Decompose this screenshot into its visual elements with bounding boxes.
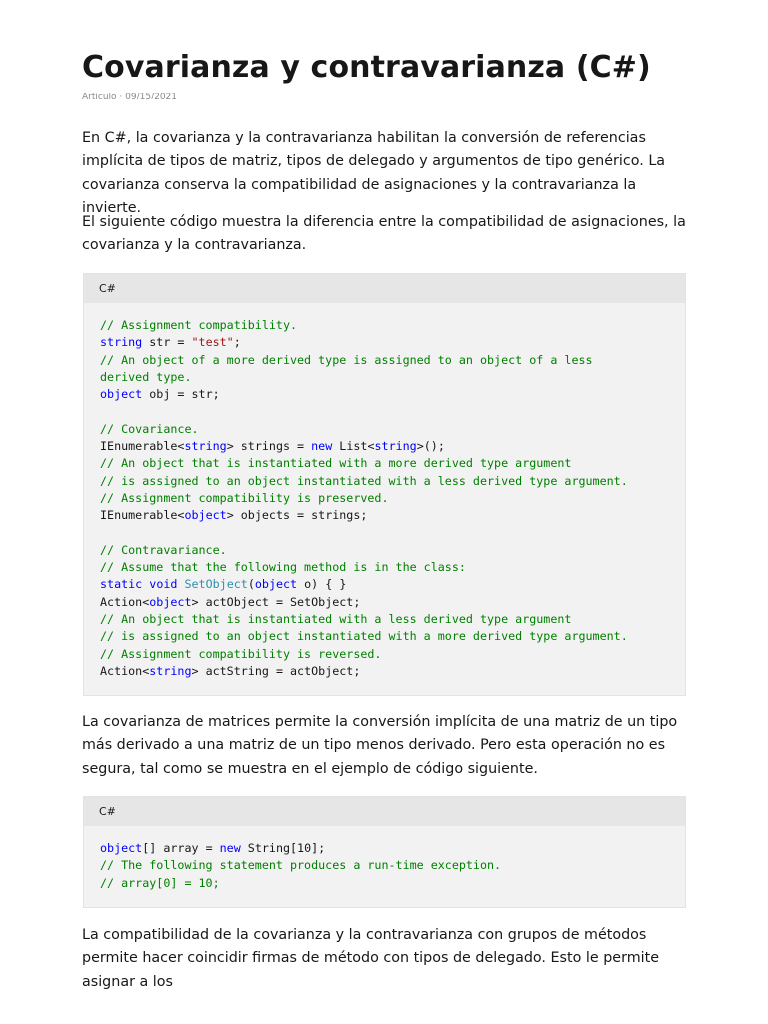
code-token: string: [149, 663, 192, 678]
code-token: // is assigned to an object instantiated with a less derived type argument.: [100, 473, 628, 488]
code-line: [100, 386, 669, 403]
code-line: [100, 663, 669, 680]
code-token: String[10];: [240, 841, 326, 855]
code-token: // Assignment compatibility is preserved.: [100, 490, 389, 505]
code-token: Action<: [100, 663, 150, 678]
code-line: [100, 403, 669, 420]
code-line: [100, 576, 669, 593]
code-token: > actString = actObject;: [191, 663, 361, 678]
array-covariance-paragraph: La covarianza de matrices permite la conversión implícita de una matriz de un tipo más derivado a una matriz de un tipo menos derivado. Pero esta operación no es segura, tal como se muestra en el ejemplo de código siguiente.: [82, 714, 678, 777]
code-line: [100, 525, 669, 542]
code-token: string: [374, 439, 417, 454]
method-group-paragraph: La compatibilidad de la covarianza y la contravarianza con grupos de métodos permite hacer coincidir firmas de método con tipos de delegado. Esto le permite asignar a los: [82, 927, 660, 990]
code-block-variance: [83, 273, 686, 696]
code-token: void: [149, 577, 178, 592]
code-token: > strings =: [226, 439, 312, 454]
page-title: Covarianza y contravarianza (C#): [82, 50, 651, 85]
code-block-array: [83, 796, 686, 908]
code-line: [100, 559, 669, 576]
code-token: o) { }: [297, 577, 347, 592]
code-token: // Assume that the following method is in the class:: [100, 560, 466, 575]
code-line: [100, 317, 669, 334]
code-line: [100, 352, 669, 369]
code-token: IEnumerable<: [100, 439, 185, 454]
code-line: [100, 594, 669, 611]
code-language-label: C#: [84, 797, 685, 826]
code-line: [100, 875, 669, 892]
code-token: object: [149, 594, 192, 609]
code-line: [100, 455, 669, 472]
code-token: IEnumerable<: [100, 508, 185, 523]
code-token: string: [184, 439, 227, 454]
code-token: // Assignment compatibility is reversed.: [100, 646, 382, 661]
code-token: object: [100, 387, 143, 402]
code-line: [100, 611, 669, 628]
code-token: object: [100, 841, 143, 855]
code-line: [100, 438, 669, 455]
code-token: object: [184, 508, 227, 523]
code-token: // An object of a more derived type is assigned to an object of a less: [100, 352, 593, 367]
code-content[interactable]: [84, 303, 685, 680]
code-content[interactable]: [84, 826, 685, 892]
code-token: List<: [332, 439, 375, 454]
code-token: ;: [233, 335, 241, 350]
code-token: object: [254, 577, 298, 592]
code-token: >();: [416, 439, 445, 454]
code-token: "test": [191, 335, 234, 350]
code-line: [100, 840, 669, 857]
code-intro-paragraph: El siguiente código muestra la diferencia entre la compatibilidad de asignaciones, la covarianza y la contravarianza.: [82, 214, 686, 254]
code-line: [100, 334, 669, 351]
code-line: [100, 369, 669, 386]
code-token: new: [311, 439, 333, 454]
intro-paragraph: En C#, la covarianza y la contravarianza habilitan la conversión de referencias implícita de tipos de matriz, tipos de delegado y argumentos de tipo genérico. La covarianza conserva la compatibilidad de asignaciones y la contravarianza la invierte.: [82, 130, 666, 217]
code-token: // is assigned to an object instantiated with a more derived type argument.: [100, 629, 628, 644]
code-token: string: [100, 335, 143, 350]
code-line: [100, 421, 669, 438]
code-token: // Covariance.: [100, 421, 199, 436]
code-token: [] array =: [142, 841, 220, 855]
code-token: // array[0] = 10;: [100, 875, 220, 890]
code-line: [100, 507, 669, 524]
code-token: new: [219, 841, 241, 855]
code-token: // The following statement produces a run-time exception.: [100, 858, 502, 873]
code-token: derived type.: [100, 369, 192, 384]
code-token: obj = str;: [142, 387, 220, 402]
code-token: // Assignment compatibility.: [100, 318, 298, 332]
code-token: str =: [142, 335, 192, 350]
code-token: > actObject = SetObject;: [191, 594, 361, 609]
code-token: // Contravariance.: [100, 542, 227, 557]
code-token: // An object that is instantiated with a more derived type argument: [100, 456, 572, 471]
code-token: > objects = strings;: [226, 508, 368, 523]
code-token: Action<: [100, 594, 150, 609]
code-token: (: [247, 577, 255, 592]
code-token: static: [100, 577, 143, 592]
code-line: [100, 473, 669, 490]
code-line: [100, 857, 669, 874]
code-line: [100, 628, 669, 645]
code-language-label: C#: [84, 274, 685, 303]
code-token: SetObject: [184, 577, 248, 592]
article-metadata: Artículo · 09/15/2021: [82, 93, 178, 99]
code-line: [100, 490, 669, 507]
code-line: [100, 646, 669, 663]
code-token: // An object that is instantiated with a less derived type argument: [100, 612, 572, 627]
code-line: [100, 542, 669, 559]
